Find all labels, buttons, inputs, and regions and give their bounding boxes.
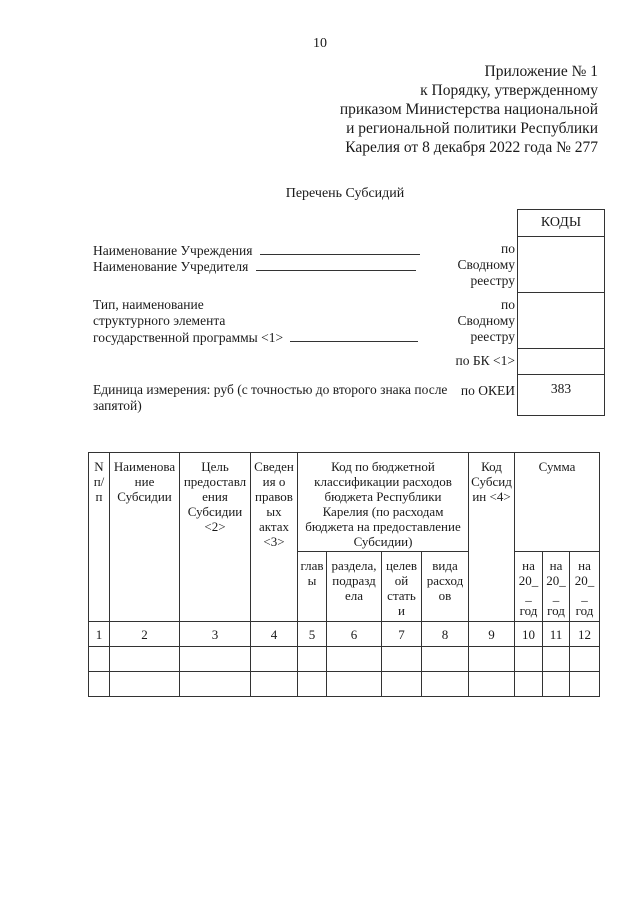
column-number: 1 (89, 622, 110, 647)
table-cell[interactable] (110, 672, 180, 697)
document-title: Перечень Субсидий (285, 186, 405, 201)
column-number: 7 (382, 622, 422, 647)
code-cell-bk[interactable] (518, 349, 604, 375)
appendix-line: и региональной политики Республики (346, 120, 598, 137)
appendix-line: Карелия от 8 декабря 2022 года № 277 (345, 139, 598, 156)
table-cell[interactable] (180, 672, 251, 697)
table-row (89, 672, 600, 697)
column-number-row (89, 622, 600, 647)
header-n: N п/ п (89, 453, 110, 622)
table-cell[interactable] (469, 672, 515, 697)
header-subsidy-name: Наименова ние Субсидии (110, 453, 180, 622)
table-cell[interactable] (89, 647, 110, 672)
subheader-razdel: раздела, подразд ела (327, 552, 382, 622)
column-number: 3 (180, 622, 251, 647)
institution-field (93, 242, 420, 259)
table-cell[interactable] (89, 672, 110, 697)
codes-box (517, 209, 605, 416)
table-cell[interactable] (422, 647, 469, 672)
table-cell[interactable] (543, 672, 570, 697)
page-number: 10 (313, 36, 327, 51)
table-cell[interactable] (570, 647, 600, 672)
table-cell[interactable] (515, 672, 543, 697)
founder-field (93, 258, 416, 275)
founder-label: Наименование Учредителя (93, 259, 249, 274)
type-label-line: структурного элемента (93, 313, 226, 328)
type-field (93, 297, 418, 346)
type-label-line: Тип, наименование (93, 297, 204, 312)
table-cell[interactable] (298, 647, 327, 672)
bk-label: по БК <1> (455, 353, 515, 368)
table-cell[interactable] (570, 672, 600, 697)
appendix-line: к Порядку, утвержденному (420, 82, 598, 99)
okei-label: по ОКЕИ (460, 383, 515, 398)
table-cell[interactable] (110, 647, 180, 672)
subheader-year-1: на 20_ _ год (515, 552, 543, 622)
table-cell[interactable] (180, 647, 251, 672)
column-number: 11 (543, 622, 570, 647)
code-cell-registry-1[interactable] (518, 237, 604, 293)
column-number: 9 (469, 622, 515, 647)
okei-value: 383 (550, 381, 572, 396)
registry-label-1: по Сводному реестру (457, 241, 515, 288)
table-cell[interactable] (515, 647, 543, 672)
codes-header: КОДЫ (518, 210, 604, 237)
table-cell[interactable] (298, 672, 327, 697)
table-cell[interactable] (543, 647, 570, 672)
table-cell[interactable] (422, 672, 469, 697)
table-cell[interactable] (327, 672, 382, 697)
appendix-line: приказом Министерства национальной (339, 101, 598, 118)
column-number: 6 (327, 622, 382, 647)
column-number: 10 (515, 622, 543, 647)
subheader-year-2: на 20_ _ год (543, 552, 570, 622)
header-sum: Сумма (515, 453, 600, 552)
institution-label: Наименование Учреждения (93, 243, 253, 258)
table-row (89, 647, 600, 672)
unit-label-line: запятой) (93, 398, 142, 413)
appendix-line: Приложение № 1 (484, 63, 598, 80)
table-cell[interactable] (251, 672, 298, 697)
table-cell[interactable] (469, 647, 515, 672)
column-number: 8 (422, 622, 469, 647)
subheader-vid: вида расход ов (422, 552, 469, 622)
table-cell[interactable] (382, 647, 422, 672)
table-cell[interactable] (327, 647, 382, 672)
code-cell-registry-2[interactable] (518, 293, 604, 349)
table-cell[interactable] (382, 672, 422, 697)
header-legal-info: Сведен ия о правов ых актах <3> (251, 453, 298, 622)
subheader-year-3: на 20_ _ год (570, 552, 600, 622)
header-budget-code: Код по бюджетной классификации расходов бюджета Республики Карелия (по расходам бюджета на предоставление Субсидии) (298, 453, 469, 552)
code-cell-okei (518, 375, 604, 415)
founder-blank[interactable] (256, 258, 416, 271)
column-number: 2 (110, 622, 180, 647)
header-goal: Цель предоставл ения Субсидии <2> (180, 453, 251, 622)
column-number: 4 (251, 622, 298, 647)
column-number: 12 (570, 622, 600, 647)
table-cell[interactable] (251, 647, 298, 672)
subheader-glava: глав ы (298, 552, 327, 622)
subheader-target: целев ой стать и (382, 552, 422, 622)
column-number: 5 (298, 622, 327, 647)
type-label-line: государственной программы <1> (93, 330, 284, 345)
appendix-reference (340, 62, 598, 157)
subsidies-table (88, 452, 600, 697)
registry-label-2: по Сводному реестру (457, 297, 515, 344)
unit-label-line: Единица измерения: руб (с точностью до второго знака после (93, 382, 448, 397)
header-subsidy-code: Код Субсид ин <4> (469, 453, 515, 622)
